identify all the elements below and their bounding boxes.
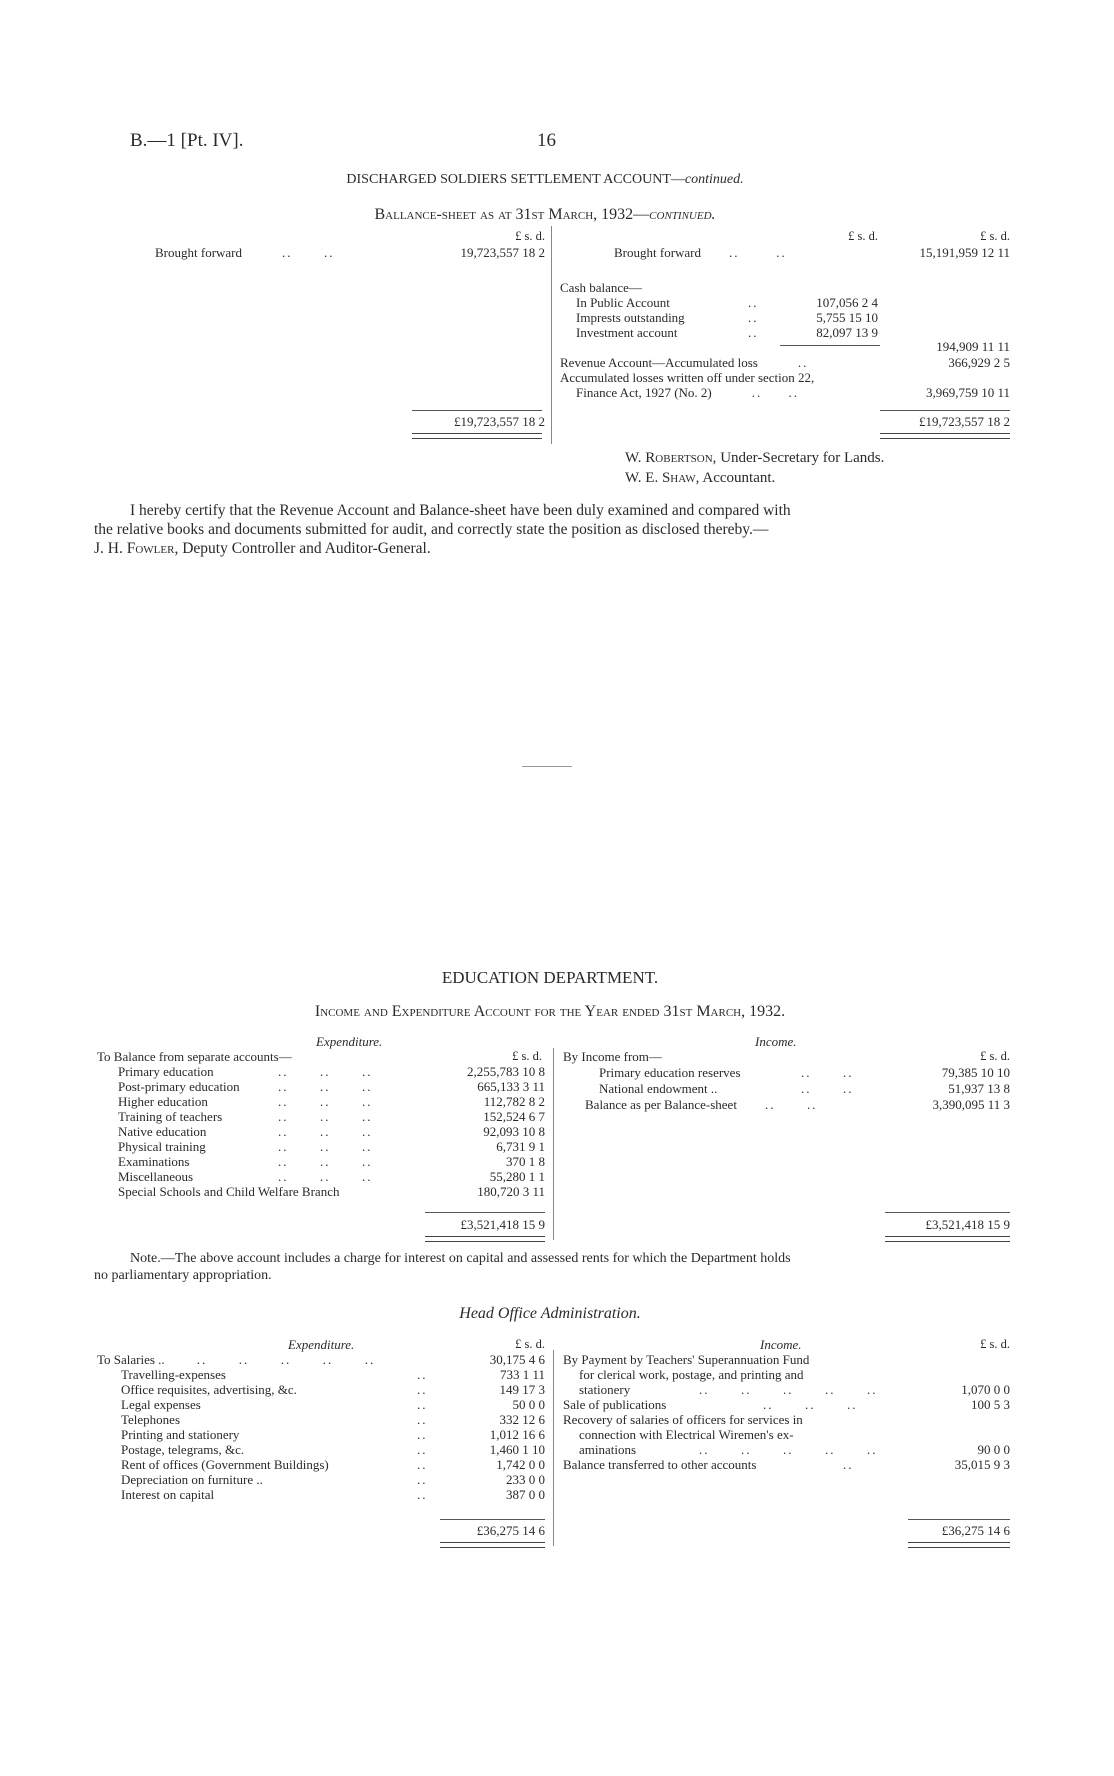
edu-exp-item-label: Post-primary education .. .. .. [118, 1079, 373, 1094]
edu-exp-item-amount: 2,255,783 10 8 [467, 1064, 545, 1079]
hoa-exp-item-label: Interest on capital .. [121, 1487, 428, 1502]
edu-expenditure-heading: Expenditure. [316, 1034, 383, 1049]
edu-exp-item-label: Miscellaneous .. .. .. [118, 1169, 373, 1184]
dsa-column-divider [551, 226, 552, 444]
dsa-subtitle [200, 206, 890, 224]
dsa-cash-item-label: Investment account .. [576, 325, 759, 340]
edu-exp-item-label: Training of teachers .. .. .. [118, 1109, 373, 1124]
dsa-written-off-line-1: Accumulated losses written off under section 22, [560, 370, 815, 385]
dsa-subtitle-main: Ballance-sheet as at 31st March, 1932— [374, 206, 650, 223]
section-separator [522, 766, 572, 767]
hoa-exp-column-header: £ s. d. [515, 1337, 545, 1351]
hoa-inc-line-label: aminations .. .. .. .. .. [579, 1442, 878, 1457]
edu-exp-item-label: Examinations .. .. .. [118, 1154, 373, 1169]
hoa-exp-item-amount: 149 17 3 [499, 1382, 545, 1397]
edu-exp-item-amount: 180,720 3 11 [477, 1184, 545, 1199]
dsa-cash-rule [780, 345, 880, 346]
hoa-inc-line-amount: 100 5 3 [971, 1397, 1010, 1412]
certificate-line-3 [94, 540, 431, 558]
hoa-inc-line-amount: 1,070 0 0 [961, 1382, 1010, 1397]
dsa-left-rule [412, 410, 542, 411]
hoa-column-divider [553, 1350, 554, 1546]
edu-exp-double-rule [425, 1236, 545, 1242]
hoa-exp-rule [440, 1519, 545, 1520]
signature-robertson [625, 450, 884, 467]
dsa-right-rule [880, 410, 1010, 411]
hoa-inc-total: £36,275 14 6 [941, 1523, 1010, 1538]
hoa-exp-item-label: Rent of offices (Government Buildings) .. [121, 1457, 428, 1472]
edu-inc-double-rule [885, 1236, 1010, 1242]
hoa-exp-total: £36,275 14 6 [476, 1523, 545, 1538]
edu-inc-total: £3,521,418 15 9 [925, 1217, 1010, 1232]
dsa-title-continued: continued. [684, 172, 744, 187]
page-reference: B.—1 [Pt. IV]. [130, 130, 244, 151]
hoa-exp-item-amount: 387 0 0 [506, 1487, 545, 1502]
hoa-exp-item-label: Travelling-expenses .. [121, 1367, 428, 1382]
edu-exp-item-amount: 6,731 9 1 [496, 1139, 545, 1154]
hoa-exp-item-label: Printing and stationery .. [121, 1427, 428, 1442]
dsa-left-brought-forward-label: Brought forward .. .. [155, 245, 335, 260]
edu-exp-intro: To Balance from separate accounts— [97, 1049, 292, 1064]
dsa-written-off-line-2: Finance Act, 1927 (No. 2) .. .. [576, 385, 800, 400]
hoa-exp-item-label: Depreciation on furniture .. .. [121, 1472, 428, 1487]
edu-exp-item-amount: 55,280 1 1 [489, 1169, 545, 1184]
dsa-cash-item-amount: 82,097 13 9 [816, 325, 878, 340]
edu-inc-balance-label: Balance as per Balance-sheet .. .. [585, 1097, 818, 1112]
certificate-line-1: I hereby certify that the Revenue Account and Balance-sheet have been duly examined and compared with [130, 502, 791, 519]
dsa-right-column-header-1: £ s. d. [848, 229, 878, 243]
edu-inc-item-amount: 79,385 10 10 [941, 1065, 1010, 1080]
dsa-revenue-amount: 366,929 2 5 [948, 355, 1010, 370]
dsa-cash-balance-heading: Cash balance— [560, 280, 642, 295]
edu-inc-balance-amount: 3,390,095 11 3 [932, 1097, 1010, 1112]
dsa-revenue-label: Revenue Account—Accumulated loss .. [560, 355, 809, 370]
edu-income-heading: Income. [755, 1034, 797, 1049]
dsa-cash-item-label: In Public Account .. [576, 295, 759, 310]
hoa-exp-item-amount: 50 0 0 [512, 1397, 545, 1412]
edu-exp-item-amount: 92,093 10 8 [483, 1124, 545, 1139]
edu-exp-item-label: Physical training .. .. .. [118, 1139, 373, 1154]
hoa-exp-item-label: Postage, telegrams, &c. .. [121, 1442, 428, 1457]
edu-exp-total: £3,521,418 15 9 [460, 1217, 545, 1232]
edu-inc-item-label: Primary education reserves .. .. [599, 1065, 854, 1080]
dsa-right-total: £19,723,557 18 2 [919, 414, 1010, 429]
dsa-right-brought-forward-amount: 15,191,959 12 11 [919, 245, 1010, 260]
dsa-left-brought-forward-amount: 19,723,557 18 2 [460, 245, 545, 260]
hoa-exp-item-label: Telephones .. [121, 1412, 428, 1427]
edu-title: EDUCATION DEPARTMENT. [441, 968, 659, 987]
hoa-title: Head Office Administration. [459, 1305, 641, 1322]
dsa-right-brought-forward-label: Brought forward .. .. [614, 245, 787, 260]
hoa-exp-item-amount: 1,742 0 0 [496, 1457, 545, 1472]
dsa-left-total: £19,723,557 18 2 [454, 414, 545, 429]
hoa-income-heading: Income. [760, 1337, 802, 1352]
hoa-inc-line-amount: 90 0 0 [977, 1442, 1010, 1457]
edu-inc-rule [885, 1212, 1010, 1213]
hoa-exp-item-amount: 332 12 6 [499, 1412, 545, 1427]
signature-robertson-name: W. Robertson, [625, 450, 717, 466]
edu-exp-column-header: £ s. d. [512, 1049, 542, 1063]
edu-inc-column-header: £ s. d. [980, 1049, 1010, 1063]
dsa-written-off-amount: 3,969,759 10 11 [925, 385, 1010, 400]
certificate-line-2: the relative books and documents submitted for audit, and correctly state the position as disclosed thereby.— [94, 521, 769, 538]
hoa-inc-line-label: Balance transferred to other accounts .. [563, 1457, 854, 1472]
dsa-right-double-rule [880, 433, 1010, 439]
dsa-cash-item-label: Imprests outstanding .. [576, 310, 759, 325]
hoa-inc-rule [908, 1519, 1010, 1520]
hoa-inc-line-label: connection with Electrical Wiremen's ex- [579, 1427, 794, 1442]
dsa-left-double-rule [412, 433, 542, 439]
signature-shaw [625, 470, 775, 487]
hoa-expenditure-heading: Expenditure. [288, 1337, 355, 1352]
edu-inc-intro: By Income from— [563, 1049, 662, 1064]
dsa-cash-item-amount: 5,755 15 10 [816, 310, 878, 325]
dsa-cash-total: 194,909 11 11 [936, 339, 1010, 354]
hoa-exp-first-amount: 30,175 4 6 [489, 1352, 545, 1367]
hoa-inc-line-label: Sale of publications .. .. .. [563, 1397, 858, 1412]
hoa-inc-line-label: stationery .. .. .. .. .. [579, 1382, 878, 1397]
edu-exp-item-label: Special Schools and Child Welfare Branch [118, 1184, 340, 1199]
edu-exp-item-amount: 665,133 3 11 [477, 1079, 545, 1094]
hoa-inc-column-header: £ s. d. [980, 1337, 1010, 1351]
hoa-exp-item-label: Legal expenses .. [121, 1397, 428, 1412]
hoa-exp-item-amount: 733 1 11 [499, 1367, 545, 1382]
dsa-title-main: DISCHARGED SOLDIERS SETTLEMENT ACCOUNT— [346, 172, 685, 187]
dsa-subtitle-continued: continued. [649, 206, 716, 223]
signature-robertson-title: Under-Secretary for Lands. [720, 450, 885, 466]
edu-inc-item-label: National endowment .. .. .. [599, 1081, 854, 1096]
hoa-exp-first-label: To Salaries .. .. .. .. .. .. [97, 1352, 376, 1367]
hoa-inc-line-label: By Payment by Teachers' Superannuation Fund [563, 1352, 810, 1367]
edu-exp-item-label: Primary education .. .. .. [118, 1064, 373, 1079]
edu-exp-item-amount: 152,524 6 7 [483, 1109, 545, 1124]
dsa-title [200, 172, 890, 188]
edu-exp-item-label: Native education .. .. .. [118, 1124, 373, 1139]
dsa-cash-item-amount: 107,056 2 4 [816, 295, 878, 310]
edu-inc-item-amount: 51,937 13 8 [948, 1081, 1010, 1096]
certificate-signatory-title: Deputy Controller and Auditor-General. [182, 540, 431, 557]
dsa-left-column-header: £ s. d. [515, 229, 545, 243]
edu-exp-rule [425, 1212, 545, 1213]
edu-exp-item-amount: 112,782 8 2 [483, 1094, 545, 1109]
edu-exp-item-amount: 370 1 8 [506, 1154, 545, 1169]
signature-shaw-title: Accountant. [702, 470, 776, 486]
edu-exp-item-label: Higher education .. .. .. [118, 1094, 373, 1109]
hoa-inc-line-label: Recovery of salaries of officers for services in [563, 1412, 803, 1427]
page-number: 16 [537, 130, 556, 151]
hoa-inc-line-amount: 35,015 9 3 [954, 1457, 1010, 1472]
hoa-inc-line-label: for clerical work, postage, and printing and [579, 1367, 804, 1382]
edu-column-divider [553, 1048, 554, 1240]
certificate-signatory-name: J. H. Fowler, [94, 540, 179, 557]
hoa-exp-item-amount: 1,012 16 6 [489, 1427, 545, 1442]
edu-note-line-2: no parliamentary appropriation. [94, 1268, 272, 1283]
hoa-exp-item-amount: 1,460 1 10 [489, 1442, 545, 1457]
edu-note-line-1: Note.—The above account includes a charge for interest on capital and assessed rents for which the Department holds [130, 1251, 791, 1266]
signature-shaw-name: W. E. Shaw, [625, 470, 700, 486]
hoa-inc-double-rule [908, 1542, 1010, 1548]
hoa-exp-item-label: Office requisites, advertising, &c. .. [121, 1382, 428, 1397]
edu-subtitle: Income and Expenditure Account for the Year ended 31st March, 1932. [314, 1003, 786, 1020]
dsa-right-column-header-2: £ s. d. [980, 229, 1010, 243]
hoa-exp-item-amount: 233 0 0 [506, 1472, 545, 1487]
hoa-exp-double-rule [440, 1542, 545, 1548]
